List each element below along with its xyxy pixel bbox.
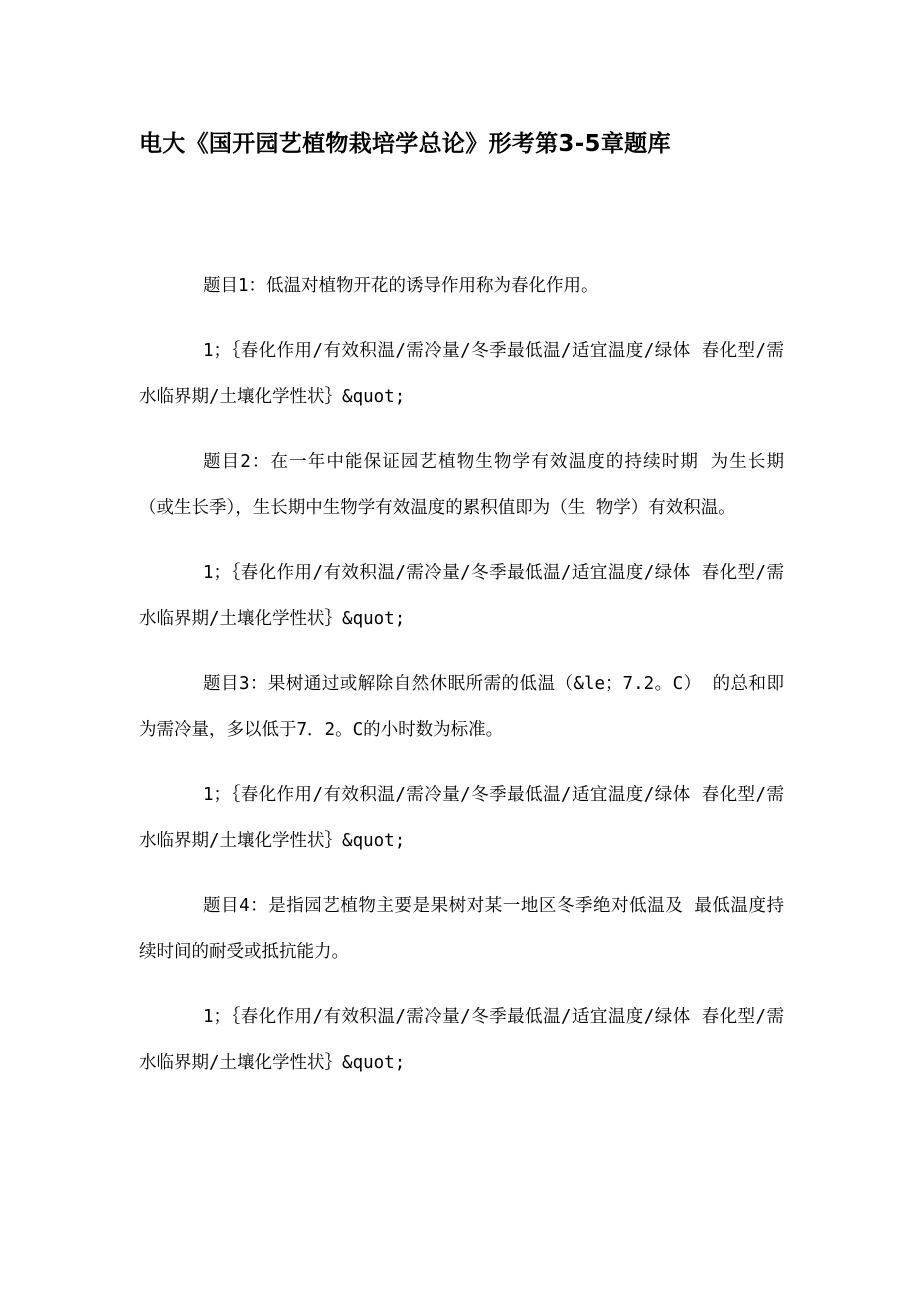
question-3-text: 题目3：果树通过或解除自然休眠所需的低温（&le；7.2。C） 的总和即为需冷量，多以低于7．2。C的小时数为标准。 — [139, 673, 784, 740]
question-3-options: 1；｛春化作用/有效积温/需冷量/冬季最低温/适宜温度/绿体 春化型/需水临界期/土壤化学性状｝&quot; — [139, 784, 784, 851]
question-2-options: 1；｛春化作用/有效积温/需冷量/冬季最低温/适宜温度/绿体 春化型/需水临界期/土壤化学性状｝&quot; — [139, 562, 784, 629]
question-1-text: 题目1：低温对植物开花的诱导作用称为春化作用。 — [203, 276, 599, 296]
document-title: 电大《国开园艺植物栽培学总论》形考第3-5章题库 — [139, 131, 671, 157]
question-4-options: 1；｛春化作用/有效积温/需冷量/冬季最低温/适宜温度/绿体 春化型/需水临界期/土壤化学性状｝&quot; — [139, 1006, 784, 1073]
question-2-text: 题目2：在一年中能保证园艺植物生物学有效温度的持续时期 为生长期（或生长季），生长期中生物学有效温度的累积值即为（生 物学）有效积温。 — [139, 451, 784, 518]
question-4-text: 题目4：是指园艺植物主要是果树对某一地区冬季绝对低温及 最低温度持续时间的耐受或抵抗能力。 — [139, 895, 784, 962]
question-1-options: 1；｛春化作用/有效积温/需冷量/冬季最低温/适宜温度/绿体 春化型/需水临界期/土壤化学性状｝&quot; — [139, 340, 784, 407]
question-list — [139, 263, 784, 1105]
